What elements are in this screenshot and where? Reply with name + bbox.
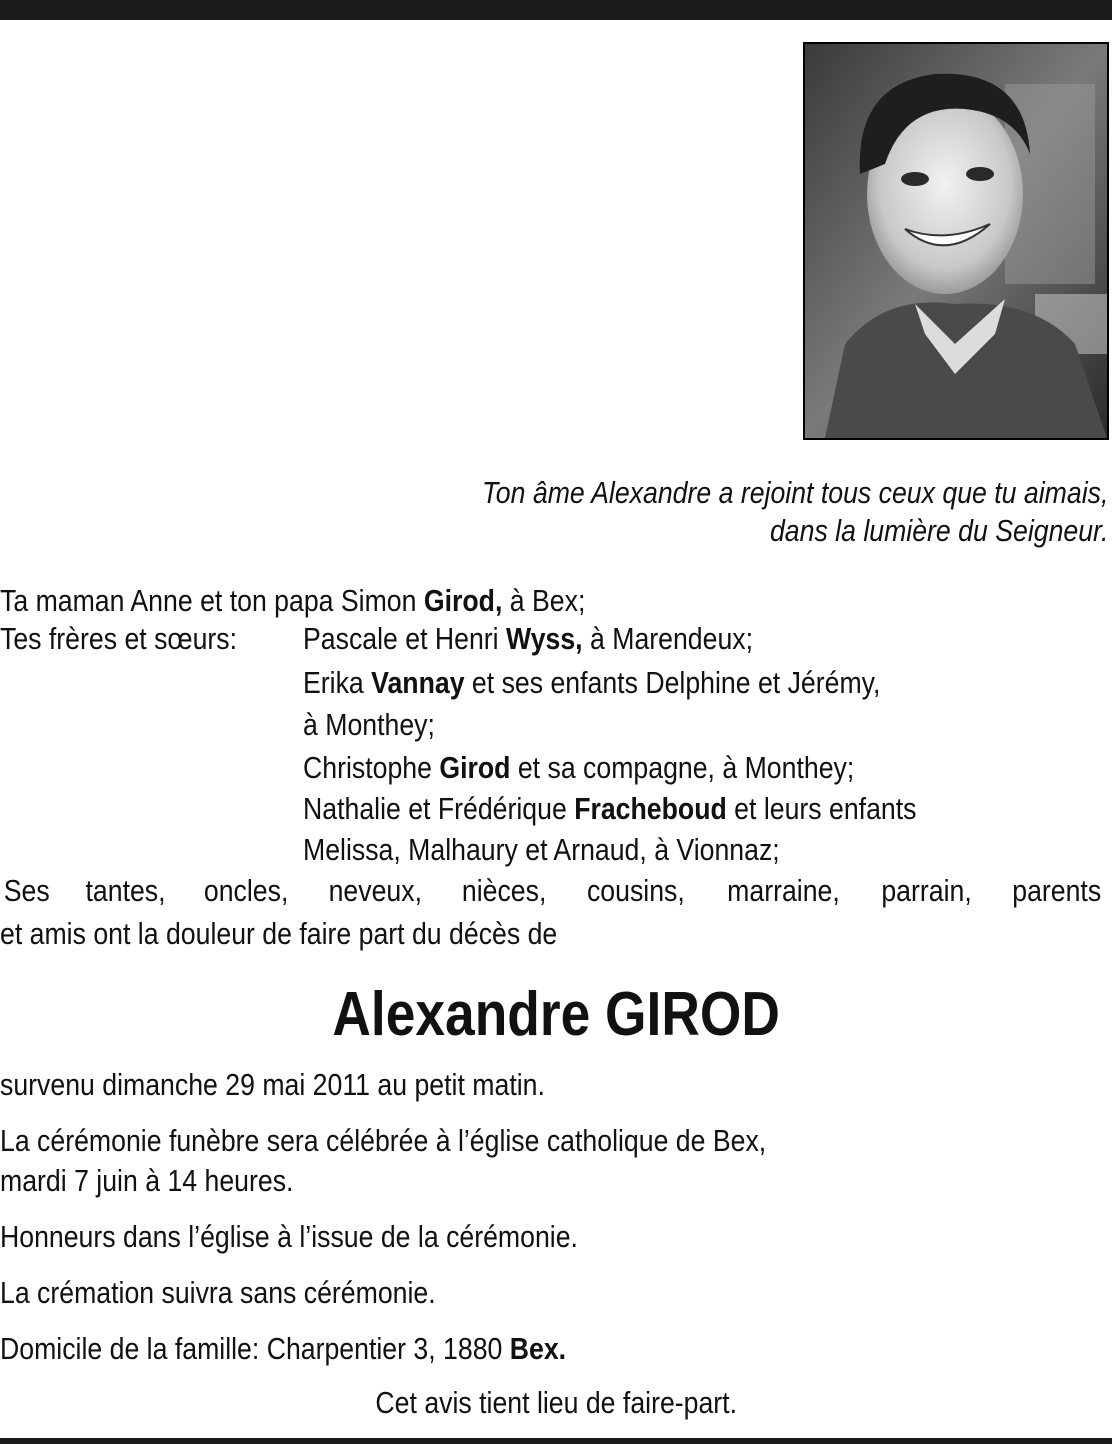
epigraph bbox=[482, 474, 1108, 550]
sibling-2-surname: Vannay bbox=[371, 665, 465, 700]
parents-text: Ta maman Anne et ton papa Simon bbox=[0, 583, 424, 618]
top-rule bbox=[0, 0, 1112, 20]
sibling-1-place: à Marendeux; bbox=[582, 621, 754, 656]
portrait-photo bbox=[803, 42, 1109, 440]
relatives-word: parents bbox=[1011, 873, 1101, 908]
sibling-4-surname: Fracheboud bbox=[574, 791, 727, 826]
relatives-word: Ses bbox=[3, 873, 50, 908]
parents-place: à Bex; bbox=[502, 583, 586, 618]
sibling-4 bbox=[303, 790, 916, 828]
death-date: survenu dimanche 29 mai 2011 au petit matin. bbox=[0, 1067, 545, 1102]
deceased-name-text: Alexandre GIROD bbox=[332, 980, 780, 1049]
honors-text: Honneurs dans l’église à l’issue de la cérémonie. bbox=[0, 1219, 578, 1254]
relatives-word: marraine, bbox=[726, 873, 840, 908]
relatives-word: tantes, bbox=[85, 873, 166, 908]
relatives-line-1 bbox=[0, 872, 1108, 910]
ceremony-line-2: mardi 7 juin à 14 heures. bbox=[0, 1163, 294, 1198]
closing-note-text: Cet avis tient lieu de faire-part. bbox=[375, 1385, 737, 1420]
relatives-line-2: et amis ont la douleur de faire part du décès de bbox=[0, 916, 558, 951]
relatives-word: neveux, bbox=[328, 873, 422, 908]
bottom-rule bbox=[0, 1438, 1112, 1444]
sibling-3-surname: Girod bbox=[439, 750, 511, 785]
sibling-2-children: et ses enfants Delphine et Jérémy, bbox=[464, 665, 881, 700]
family-parents bbox=[0, 582, 585, 620]
portrait-photo-icon bbox=[805, 44, 1107, 438]
parents-surname: Girod, bbox=[423, 583, 503, 618]
sibling-2-names: Erika bbox=[303, 665, 372, 700]
domicile-address: Domicile de la famille: Charpentier 3, 1880 bbox=[0, 1331, 510, 1366]
sibling-3-place: et sa compagne, à Monthey; bbox=[510, 750, 855, 785]
sibling-1 bbox=[303, 620, 753, 658]
cremation-text: La crémation suivra sans cérémonie. bbox=[0, 1275, 436, 1310]
sibling-2-continued: à Monthey; bbox=[303, 707, 435, 742]
relatives-word: parrain, bbox=[881, 873, 972, 908]
domicile-text bbox=[0, 1330, 566, 1368]
epigraph-line-2: dans la lumière du Seigneur. bbox=[769, 513, 1108, 548]
relatives-word: oncles, bbox=[204, 873, 289, 908]
ceremony-line-1: La cérémonie funèbre sera célébrée à l’église catholique de Bex, bbox=[0, 1123, 767, 1158]
sibling-4-names: Nathalie et Frédérique bbox=[303, 791, 575, 826]
epigraph-line-1: Ton âme Alexandre a rejoint tous ceux que tu aimais, bbox=[481, 475, 1108, 510]
sibling-3 bbox=[303, 749, 854, 787]
deceased-name bbox=[0, 978, 1112, 1052]
sibling-2 bbox=[303, 664, 880, 702]
sibling-4-continued: Melissa, Malhaury et Arnaud, à Vionnaz; bbox=[303, 832, 780, 867]
sibling-4-children: et leurs enfants bbox=[726, 791, 917, 826]
sibling-1-surname: Wyss, bbox=[506, 621, 583, 656]
domicile-town: Bex. bbox=[509, 1331, 567, 1366]
sibling-1-names: Pascale et Henri bbox=[303, 621, 507, 656]
relatives-word: cousins, bbox=[586, 873, 685, 908]
siblings-label: Tes frères et sœurs: bbox=[0, 621, 238, 656]
closing-note bbox=[0, 1384, 1112, 1422]
sibling-3-names: Christophe bbox=[303, 750, 440, 785]
relatives-word: nièces, bbox=[461, 873, 547, 908]
